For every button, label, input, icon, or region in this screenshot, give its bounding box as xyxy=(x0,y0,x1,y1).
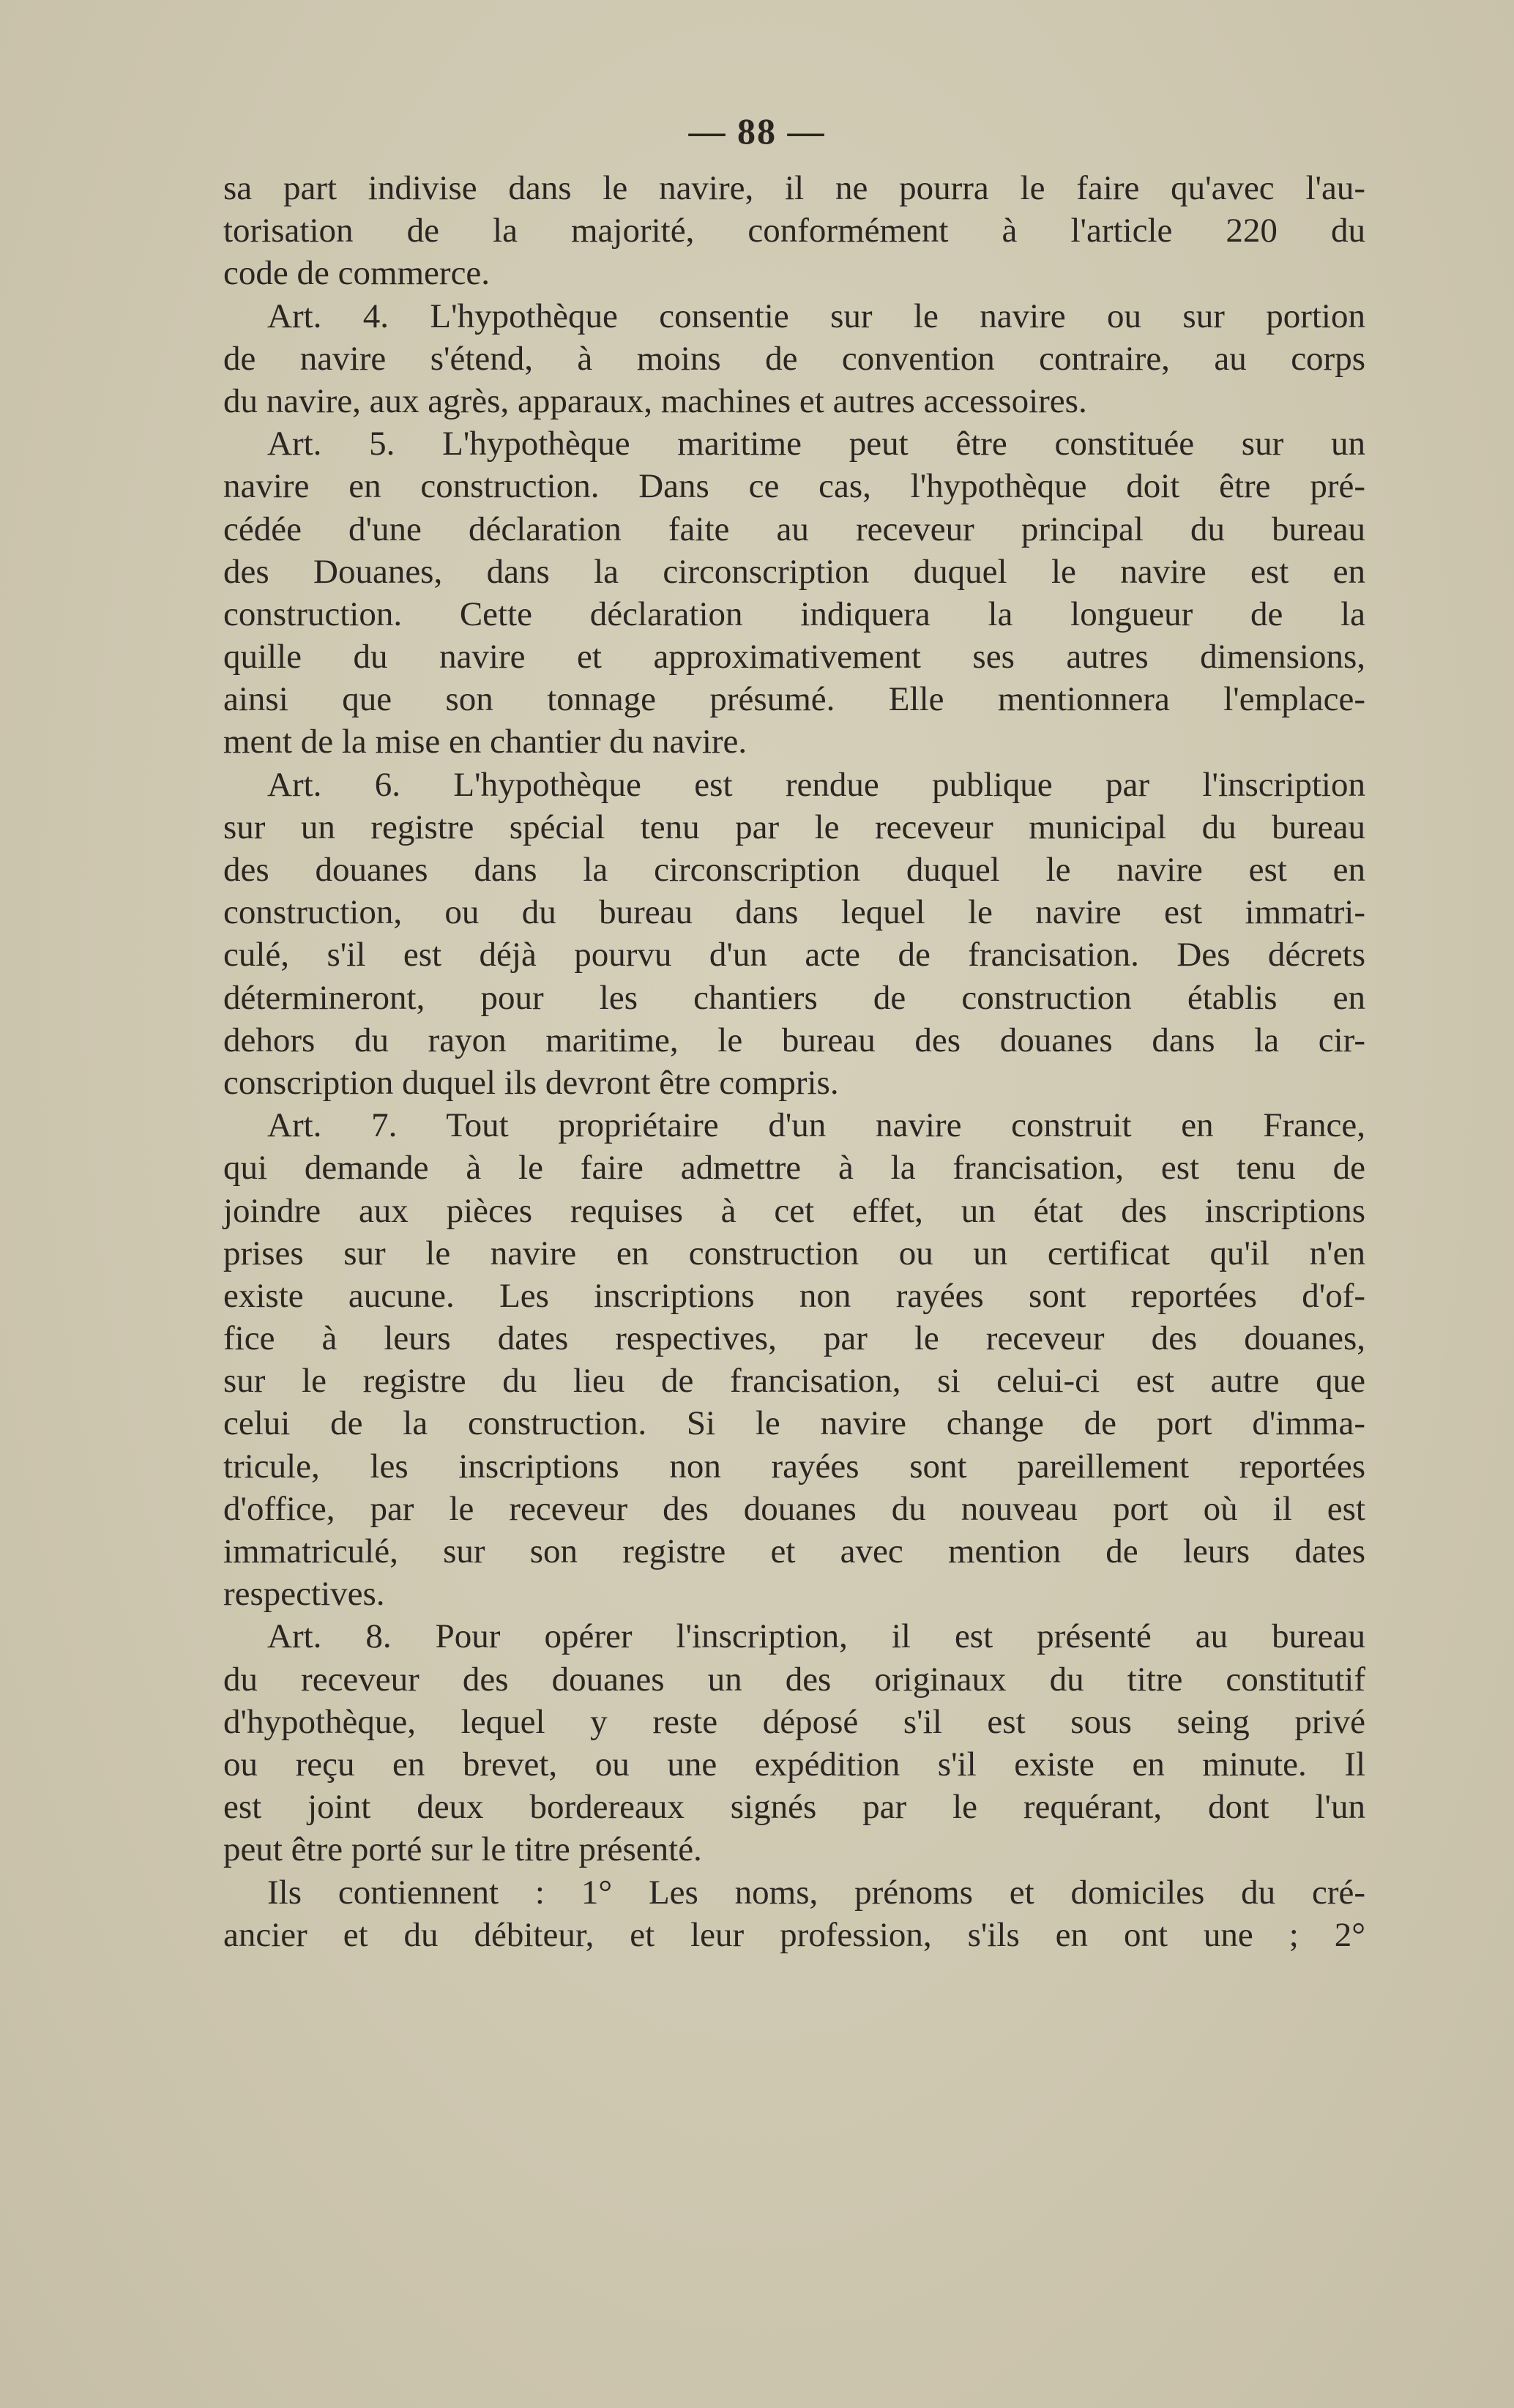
text-line: peut être porté sur le titre présenté. xyxy=(223,1830,702,1869)
text-line: navire en construction. Dans ce cas, l'hypothèque doit être pré- xyxy=(223,467,1365,506)
text-line: des Douanes, dans la circonscription duquel le navire est en xyxy=(223,552,1365,591)
text-line: conscription duquel ils devront être compris. xyxy=(223,1063,839,1102)
text-line: Ils contiennent : 1° Les noms, prénoms et domiciles du cré- xyxy=(267,1873,1365,1912)
text-line: respectives. xyxy=(223,1575,385,1614)
text-line: celui de la construction. Si le navire change de port d'imma- xyxy=(223,1404,1365,1443)
body-text xyxy=(223,167,1365,1956)
text-line: cédée d'une déclaration faite au receveur principal du bureau xyxy=(223,510,1365,548)
text-line: qui demande à le faire admettre à la francisation, est tenu de xyxy=(223,1149,1365,1188)
text-line: ainsi que son tonnage présumé. Elle mentionnera l'emplace- xyxy=(223,680,1365,719)
text-line: est joint deux bordereaux signés par le requérant, dont l'un xyxy=(223,1788,1365,1827)
text-line: construction, ou du bureau dans lequel le navire est immatri- xyxy=(223,893,1365,932)
text-line: Art. 7. Tout propriétaire d'un navire construit en France, xyxy=(267,1106,1365,1145)
text-line: sa part indivise dans le navire, il ne pourra le faire qu'avec l'au- xyxy=(223,169,1365,207)
text-line: de navire s'étend, à moins de convention contraire, au corps xyxy=(223,339,1365,378)
text-line: tricule, les inscriptions non rayées sont pareillement reportées xyxy=(223,1447,1365,1486)
text-line: torisation de la majorité, conformément à l'article 220 du xyxy=(223,212,1365,250)
text-line: d'hypothèque, lequel y reste déposé s'il est sous seing privé xyxy=(223,1702,1365,1741)
text-line: détermineront, pour les chantiers de construction établis en xyxy=(223,978,1365,1017)
text-line: ment de la mise en chantier du navire. xyxy=(223,723,747,761)
text-line: Art. 8. Pour opérer l'inscription, il est présenté au bureau xyxy=(267,1617,1365,1656)
text-line: Art. 5. L'hypothèque maritime peut être constituée sur un xyxy=(267,425,1365,463)
text-line: culé, s'il est déjà pourvu d'un acte de francisation. Des décrets xyxy=(223,936,1365,974)
text-line: ancier et du débiteur, et leur profession, s'ils en ont une ; 2° xyxy=(223,1915,1365,1954)
text-line: des douanes dans la circonscription duquel le navire est en xyxy=(223,851,1365,889)
text-line: d'office, par le receveur des douanes du nouveau port où il est xyxy=(223,1489,1365,1528)
text-line: immatriculé, sur son registre et avec mention de leurs dates xyxy=(223,1532,1365,1570)
text-line: existe aucune. Les inscriptions non rayées sont reportées d'of- xyxy=(223,1276,1365,1315)
text-line: construction. Cette déclaration indiquera la longueur de la xyxy=(223,594,1365,633)
text-line: sur un registre spécial tenu par le receveur municipal du bureau xyxy=(223,808,1365,846)
text-line: du navire, aux agrès, apparaux, machines et autres accessoires. xyxy=(223,381,1087,420)
text-line: joindre aux pièces requises à cet effet, un état des inscriptions xyxy=(223,1191,1365,1230)
text-line: ou reçu en brevet, ou une expédition s'il existe en minute. Il xyxy=(223,1745,1365,1783)
text-line: prises sur le navire en construction ou un certificat qu'il n'en xyxy=(223,1234,1365,1272)
page-number: — 88 — xyxy=(688,111,826,152)
text-line: du receveur des douanes un des originaux du titre constitutif xyxy=(223,1660,1365,1699)
text-line: Art. 6. L'hypothèque est rendue publique par l'inscription xyxy=(267,765,1365,804)
text-line: fice à leurs dates respectives, par le receveur des douanes, xyxy=(223,1319,1365,1358)
text-line: Art. 4. L'hypothèque consentie sur le navire ou sur portion xyxy=(267,297,1365,335)
text-line: dehors du rayon maritime, le bureau des douanes dans la cir- xyxy=(223,1021,1365,1059)
text-line: sur le registre du lieu de francisation, si celui-ci est autre que xyxy=(223,1362,1365,1401)
text-line: code de commerce. xyxy=(223,254,491,293)
text-line: quille du navire et approximativement ses autres dimensions, xyxy=(223,638,1365,676)
